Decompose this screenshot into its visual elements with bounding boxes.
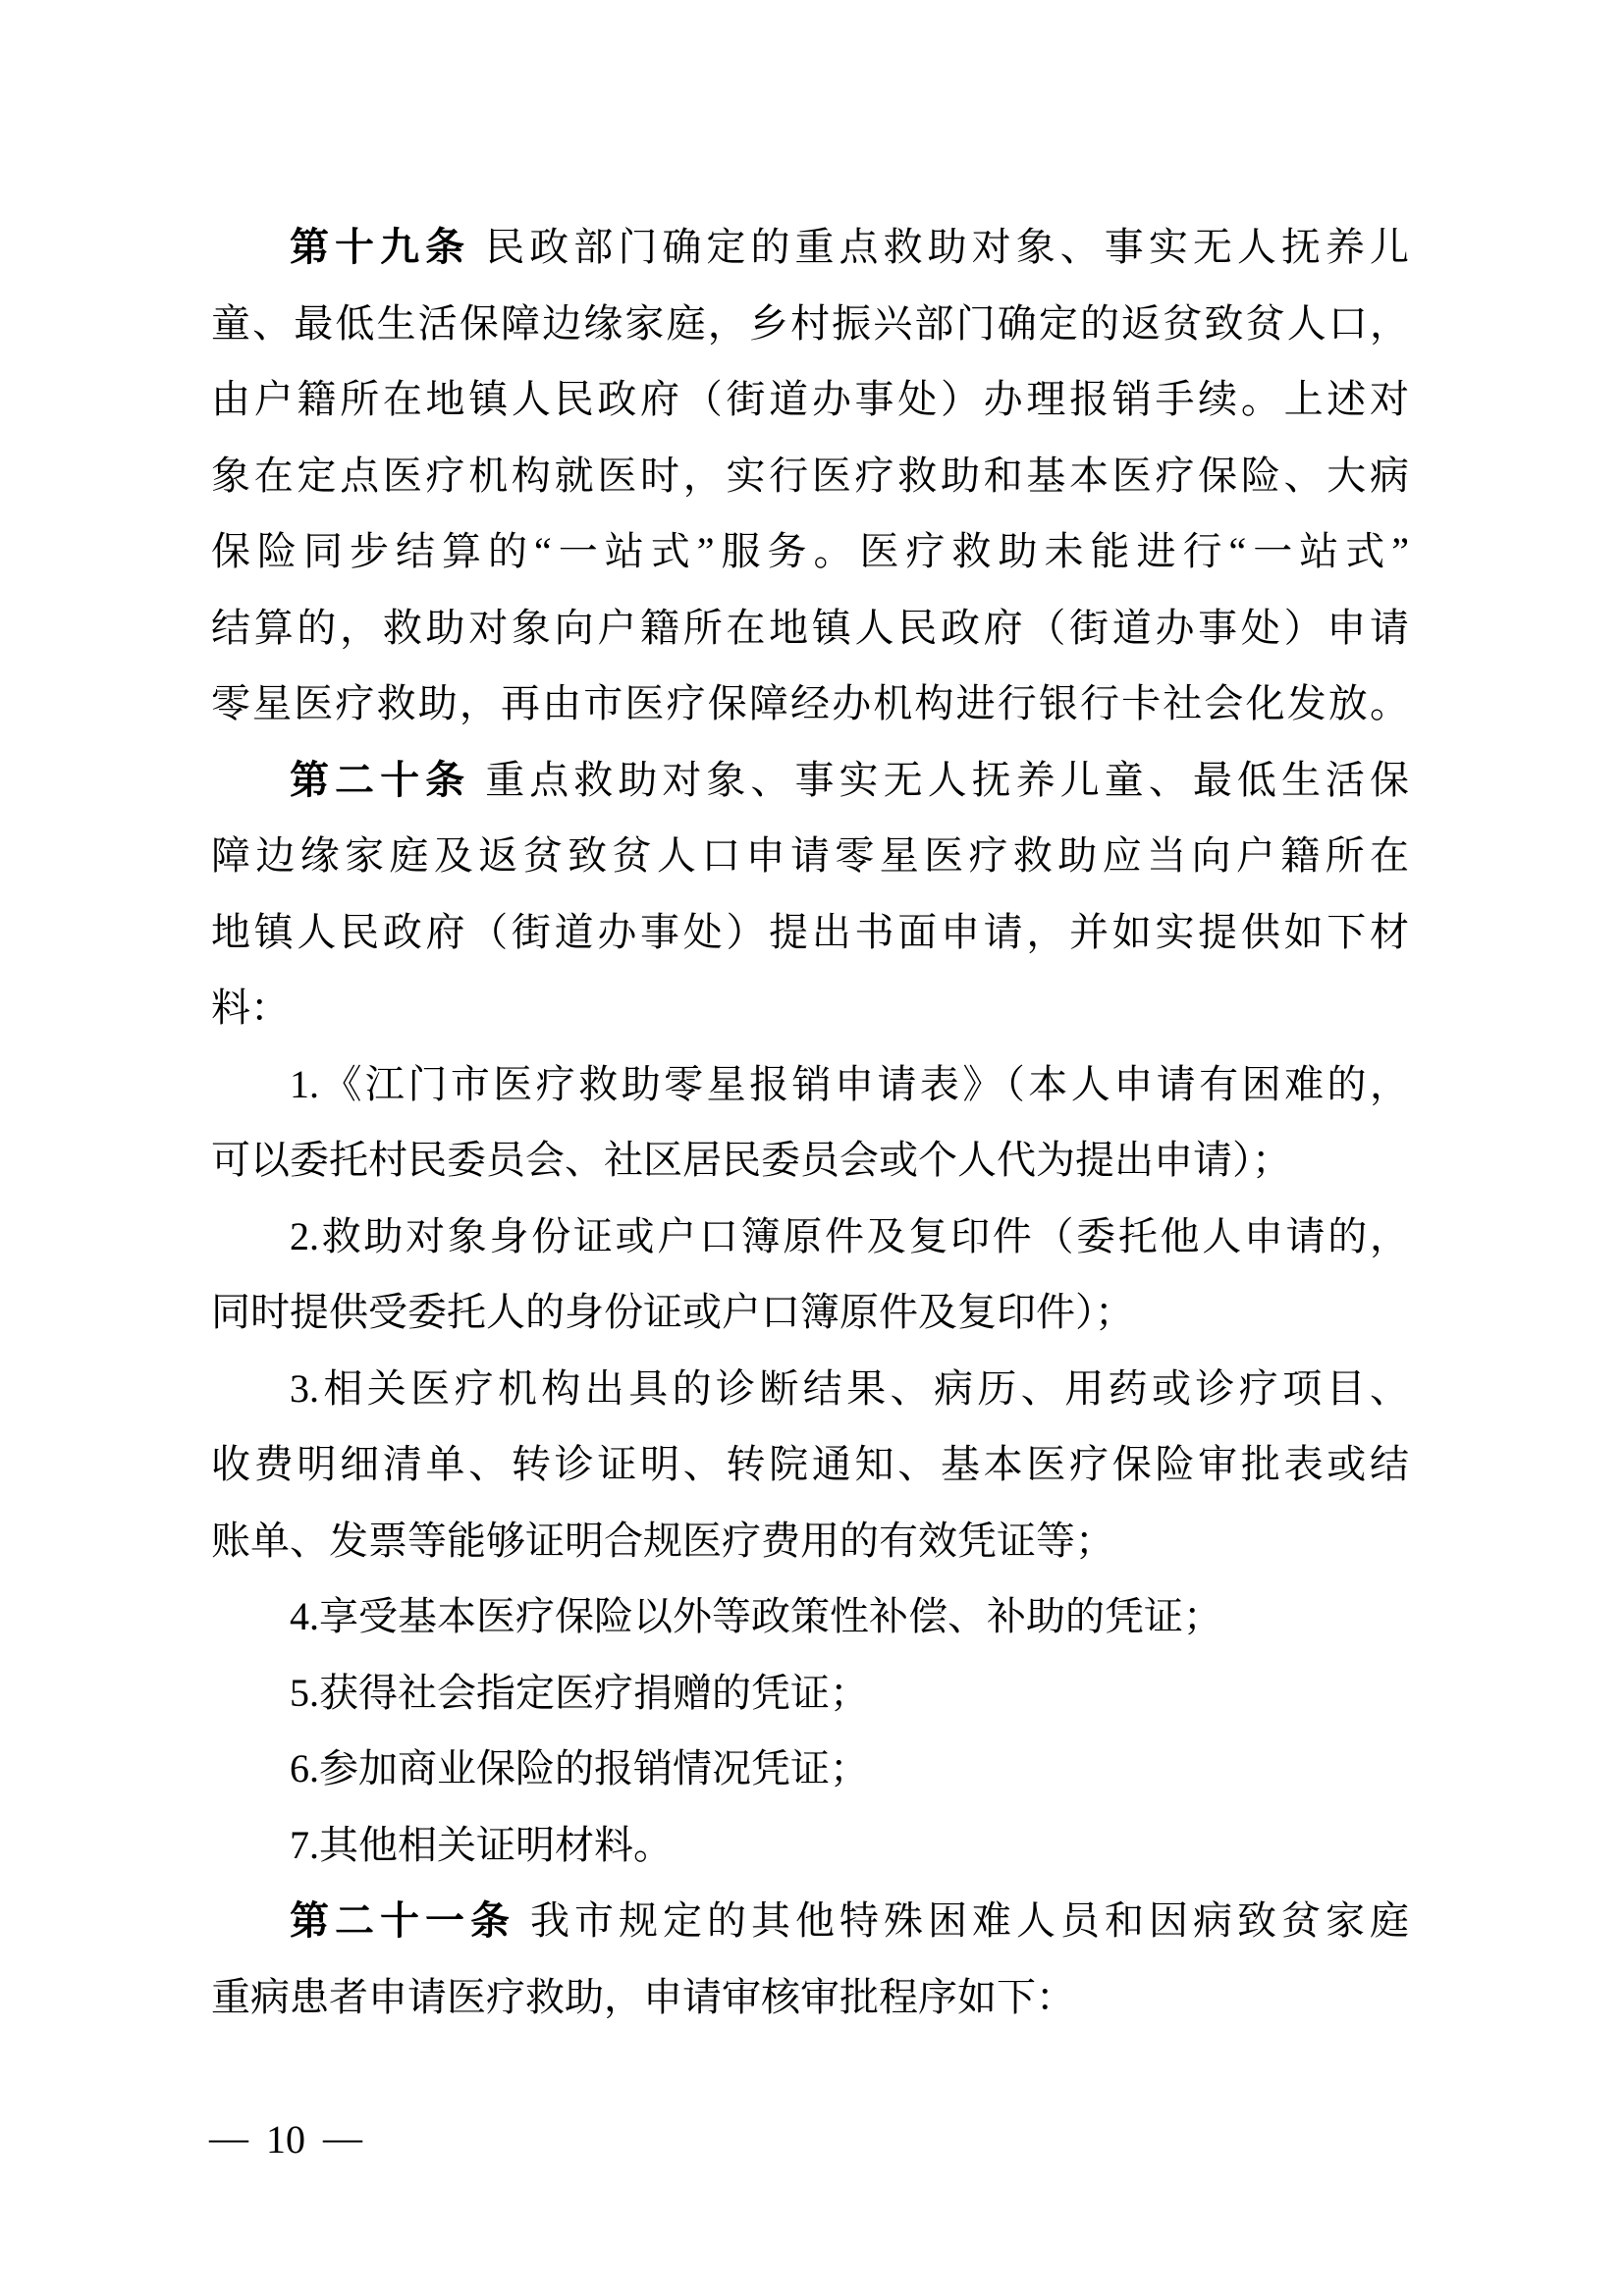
text-line: 5.获得社会指定医疗捐赠的凭证； bbox=[290, 1670, 869, 1715]
text-line: 7.其他相关证明材料。 bbox=[290, 1822, 673, 1867]
text-line: 第二十一条 我市规定的其他特殊困难人员和因病致贫家庭 bbox=[290, 1898, 1409, 1943]
text-line: 同时提供受委托人的身份证或户口簿原件及复印件）； bbox=[211, 1290, 1134, 1334]
text-line: 2.救助对象身份证或户口簿原件及复印件（委托他人申请的， bbox=[290, 1213, 1409, 1258]
text-line: 4.享受基本医疗保险以外等政策性补偿、补助的凭证； bbox=[290, 1594, 1222, 1638]
footer-left-dash: — bbox=[209, 2115, 248, 2160]
text-line: 1.《江门市医疗救助零星报销申请表》（本人申请有困难的， bbox=[290, 1061, 1409, 1106]
text-line: 6.参加商业保险的报销情况凭证； bbox=[290, 1746, 869, 1790]
article-number-label: 第二十一条 bbox=[290, 1898, 515, 1943]
text-line: 第二十条 重点救助对象、事实无人抚养儿童、最低生活保 bbox=[290, 757, 1410, 802]
footer-right-dash: — bbox=[323, 2115, 362, 2160]
text-line: 由户籍所在地镇人民政府（街道办事处）办理报销手续。上述对 bbox=[211, 377, 1409, 421]
text-line: 象在定点医疗机构就医时，实行医疗救助和基本医疗保险、大病 bbox=[211, 453, 1409, 498]
text-line: 零星医疗救助，再由市医疗保障经办机构进行银行卡社会化发放。 bbox=[211, 681, 1409, 725]
text-line: 地镇人民政府（街道办事处）提出书面申请，并如实提供如下材 bbox=[211, 909, 1409, 954]
text-line: 账单、发票等能够证明合规医疗费用的有效凭证等； bbox=[211, 1518, 1114, 1563]
text-line: 结算的，救助对象向户籍所在地镇人民政府（街道办事处）申请 bbox=[211, 605, 1409, 650]
article-number-label: 第二十条 bbox=[290, 757, 471, 802]
text-line: 可以委托村民委员会、社区居民委员会或个人代为提出申请）； bbox=[211, 1138, 1291, 1182]
text-line: 收费明细清单、转诊证明、转院通知、基本医疗保险审批表或结 bbox=[211, 1442, 1409, 1486]
article-number-label: 第十九条 bbox=[290, 225, 471, 269]
text-line: 重病患者申请医疗救助，申请审核审批程序如下： bbox=[211, 1974, 1075, 2019]
document-body bbox=[211, 209, 1409, 2035]
text-line: 障边缘家庭及返贫致贫人口申请零星医疗救助应当向户籍所在 bbox=[211, 833, 1409, 878]
page-number: 10 bbox=[266, 2117, 305, 2162]
text-line: 童、最低生活保障边缘家庭，乡村振兴部门确定的返贫致贫人口， bbox=[211, 300, 1409, 346]
page-footer bbox=[209, 2115, 362, 2162]
text-line: 保险同步结算的“一站式”服务。医疗救助未能进行“一站式” bbox=[211, 529, 1409, 573]
text-line: 第十九条 民政部门确定的重点救助对象、事实无人抚养儿 bbox=[290, 225, 1410, 269]
text-line: 3.相关医疗机构出具的诊断结果、病历、用药或诊疗项目、 bbox=[290, 1365, 1409, 1411]
text-line: 料： bbox=[211, 986, 290, 1030]
